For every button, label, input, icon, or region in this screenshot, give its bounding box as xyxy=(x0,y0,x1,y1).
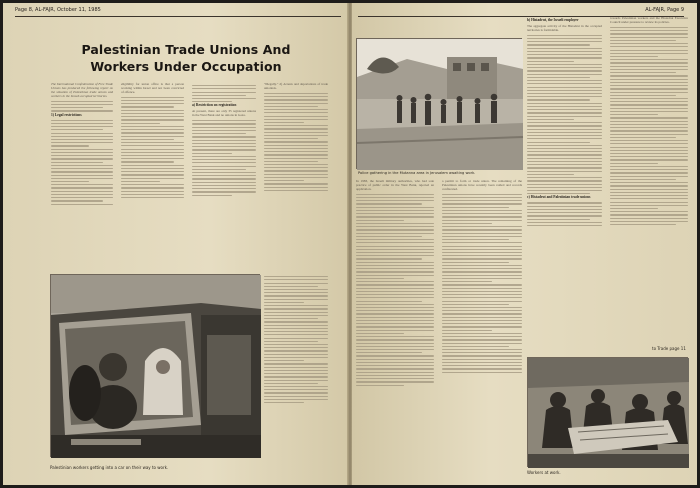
workers-car-photo xyxy=(50,274,260,457)
text-column-5 xyxy=(356,180,434,476)
text-column-2 xyxy=(121,83,184,271)
histadrut-unions-heading: c) Histadrut and Palestinian trade unions xyxy=(527,195,591,200)
newspaper-spread xyxy=(3,3,697,485)
column-5-text: In 1983, the Israeli military authorities, who had sole practice of public order in the West Bank, rejected an application. xyxy=(356,179,435,191)
histadrut-heading: b) Histadrut, the Israeli employer xyxy=(527,18,579,22)
left-header-rule xyxy=(15,16,341,17)
column-7-text: The aggregate activity of the Histadrut in the occupied territories is formidable. xyxy=(527,23,603,32)
text-column-7 xyxy=(527,17,602,309)
mutanna-area-photo-image xyxy=(357,39,523,170)
mutanna-area-photo xyxy=(356,38,522,169)
column-3-text: At present, there are only 35 registered unions in the West Bank and no unions in Gaza. xyxy=(192,109,257,118)
left-page-number: Page 8, AL-FAJR, October 11, 1985 xyxy=(15,7,101,13)
text-column-6 xyxy=(442,180,522,476)
left-running-head xyxy=(15,7,341,16)
text-column-1 xyxy=(51,83,113,271)
legal-restrictions-heading: 1) Legal restrictions xyxy=(51,112,82,117)
right-photo-caption: Workers at work. xyxy=(527,470,561,475)
workers-at-work-photo xyxy=(527,357,688,467)
text-column-4 xyxy=(264,83,328,271)
text-column-4b xyxy=(264,274,328,469)
continued-reference: to Trade page 11 xyxy=(652,346,686,351)
headline-line-1: Palestinian Trade Unions And xyxy=(81,42,291,57)
headline-line-2: Workers Under Occupation xyxy=(90,59,282,74)
workers-at-work-photo-image xyxy=(528,358,689,468)
text-column-8 xyxy=(610,17,688,337)
article-headline xyxy=(51,41,321,75)
left-page xyxy=(3,3,348,485)
intro-text: The International Confederation of Free Trade Unions has produced the following report on the situation of Palestinian trade unions and workers in the Israeli-occupied territories. xyxy=(51,82,114,98)
right-page-number: AL-FAJR, Page 9 xyxy=(645,7,684,13)
left-photo-caption: Palestinian workers getting into a car on their way to work. xyxy=(50,465,169,470)
right-running-head xyxy=(358,7,684,16)
right-page xyxy=(352,3,697,485)
text-column-3 xyxy=(192,83,256,271)
column-8-text: towards Palestinian workers and the Histadrut Executive Council under pressure to review its policies. xyxy=(610,16,689,24)
column-2-text: eligibility for union office is that a person working within Israel and not been convicted of offence. xyxy=(121,82,185,94)
column-6-text: a permit to form or trade union. The remaining of the Palestinian unions have recently been raided and records confiscated. xyxy=(442,179,523,191)
workers-car-photo-image xyxy=(51,275,261,458)
column-4-text: "Illegally." d) Arrests and deportations of trade unionists. xyxy=(264,82,329,90)
top-photo-caption: Police gathering in the Mutanna area in Jerusalem awaiting work. xyxy=(358,171,476,175)
registration-heading: a) Restriction on registration xyxy=(192,103,237,108)
